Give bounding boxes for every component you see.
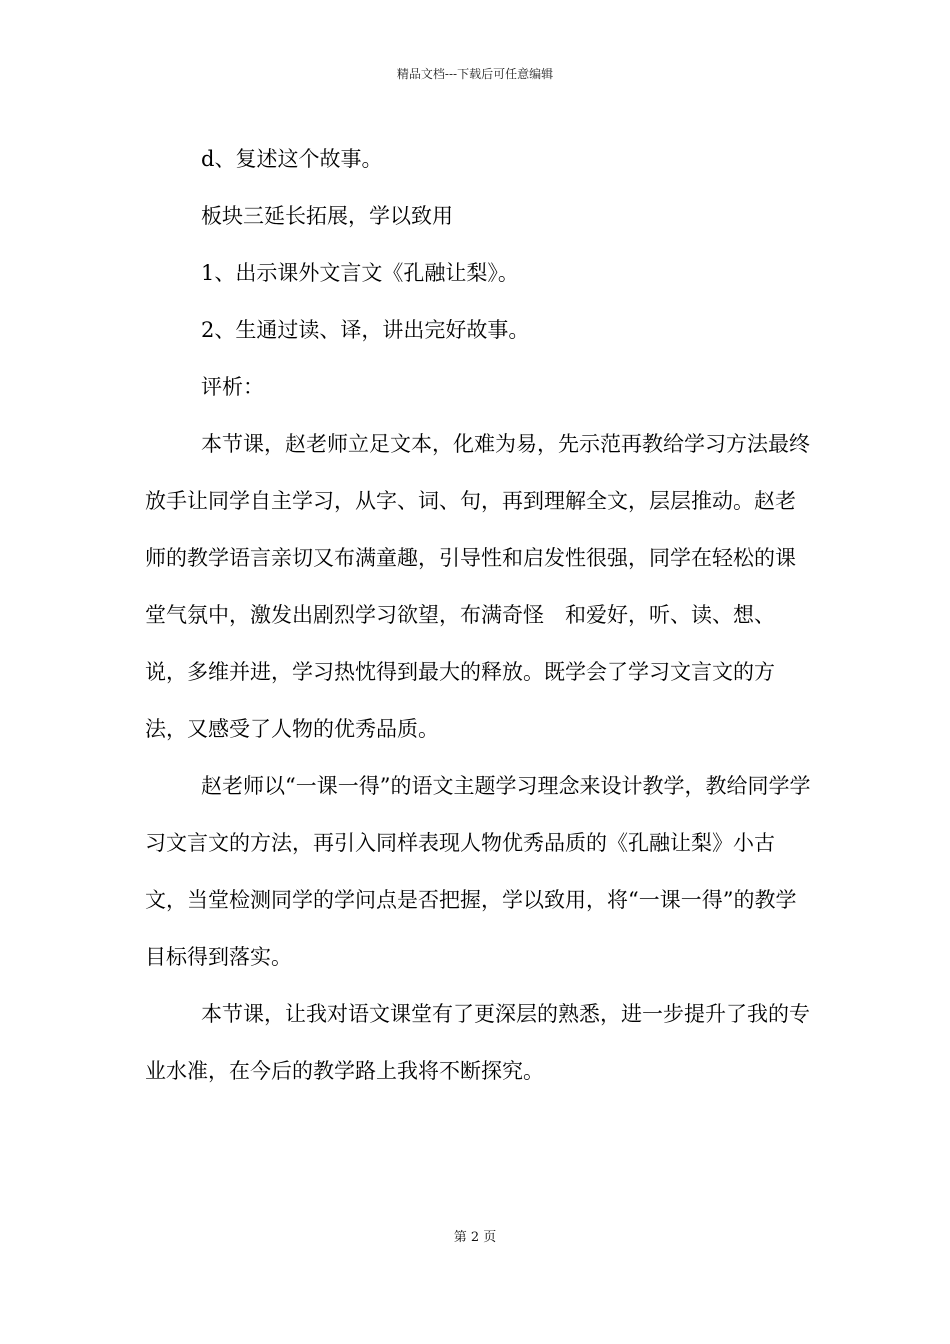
commentary-label: 评析： bbox=[201, 375, 264, 399]
page-header: 精品文档---下载后可任意编辑 bbox=[396, 67, 554, 81]
paragraph: 本节课，让我对语文课堂有了更深层的熟悉，进一步提升了我的专业水准，在今后的教学路上我将不断探究。 bbox=[145, 1002, 810, 1083]
section-heading: 板块三延长拓展，学以致用 bbox=[201, 204, 453, 228]
paragraph: 赵老师以“一课一得”的语文主题学习理念来设计教学，教给同学学习文言文的方法，再引入同样表现人物优秀品质的《孔融让梨》小古文，当堂检测同学的学问点是否把握，学以致用，将“一课一得”的教学目标得到落实。 bbox=[145, 774, 811, 969]
step-line-1: 1、出示课外文言文《孔融让梨》。 bbox=[201, 261, 519, 285]
document-body bbox=[145, 131, 813, 1100]
step-line-2: 2、生通过读、译，讲出完好故事。 bbox=[201, 318, 530, 342]
page-number: 第 2 页 bbox=[453, 1230, 497, 1245]
step-line-d: d、复述这个故事。 bbox=[201, 147, 383, 171]
paragraph: 本节课，赵老师立足文本，化难为易，先示范再教给学习方法最终放手让同学自主学习，从字、词、句，再到理解全文，层层推动。赵老师的教学语言亲切又布满童趣，引导性和启发性很强，同学在轻松的课堂气氛中，激发出剧烈学习欲望，布满奇怪 和爱好，听、读、想、说，多维并进，学习热忱得到最大的释放。既学会了学习文言文的方法，又感受了人物的优秀品质。 bbox=[145, 432, 810, 741]
